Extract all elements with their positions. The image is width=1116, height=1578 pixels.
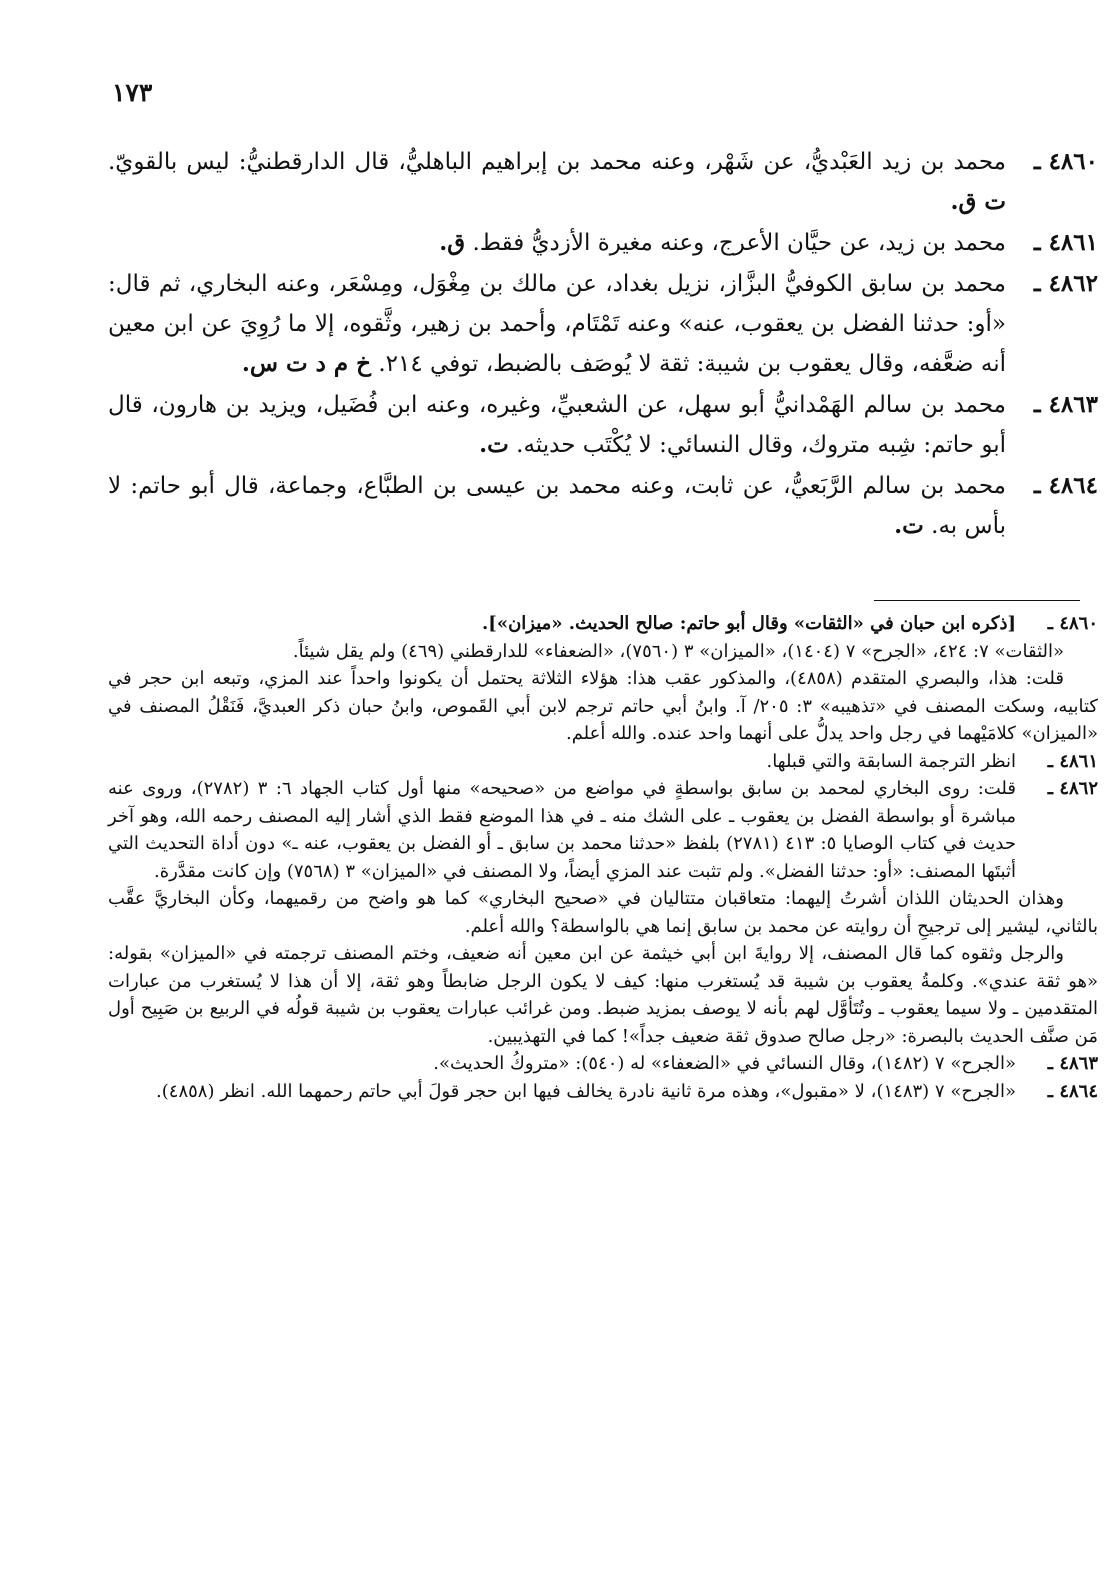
book-symbols: ق. (439, 229, 466, 256)
entry-number: ٤٨٦٣ ـ (1033, 391, 1098, 418)
book-symbols: ت. (894, 512, 924, 539)
entry-number: ٤٨٦٢ ـ (1033, 270, 1098, 297)
note-4862-para-1: وهذان الحديثان اللذان أشرتُ إليهما: متعاقبان متتاليان في «صحيح البخاري» كما هو واضح من رقميهما، وكأن البخاريَّ عقَّب بالثاني، ليشير إلى ترجيحِ أن روايته عن محمد بن سابق إنما هي بالواسطة؟ والله أعلم. (108, 888, 1098, 937)
note-4862 (108, 775, 1098, 885)
note-4860 (108, 610, 1098, 638)
note-bold-text: [ذكره ابن حبان في «الثقات» وقال أبو حاتم: صالح الحديث. «ميزان»]. (482, 613, 1016, 634)
entry-4863 (108, 385, 1098, 465)
entry-4864 (108, 466, 1098, 546)
note-text: «الجرح» ٧ (١٤٨٢)، وقال النسائي في «الضعفاء» له (٥٤٠): «متروكُ الحديث». (433, 1053, 1016, 1074)
entry-text: محمد بن سالم الهَمْدانيُّ أبو سهل، عن الشعبيِّ، وغيره، وعنه ابن فُضَيل، ويزيد بن هارون، قال أبو حاتم: شِبه متروك، وقال النسائي: لا يُكْتَب حديثه. (108, 392, 1006, 458)
entry-number: ٤٨٦٤ ـ (1033, 472, 1098, 499)
note-4860-para: قلت: هذا، والبصري المتقدم (٤٨٥٨)، والمذكور عقب هذا: هؤلاء الثلاثة يحتمل أن يكونوا واحداً عند المزي، وتبعه ابن حجر في كتابيه، وسكت المصنف في «تذهيبه» ٣: ٢٠٥/ آ. وابنُ أبي حاتم ترجم لابن أبي القَموص، وابنُ حبان ذكر العبديَّ، فَنَقْلُ المصنف في «الميزان» كلامَيْهما في رجل واحد يدلُّ على أنهما واحد عنده. والله أعلم. (108, 668, 1098, 744)
book-symbols: ت. (479, 431, 509, 458)
note-number: ٤٨٦٤ ـ (1047, 1080, 1098, 1102)
entry-text: محمد بن زيد العَبْديُّ، عن شَهْر، وعنه محمد بن إبراهيم الباهليُّ، قال الدارقطنيُّ: ليس بالقويّ. (108, 149, 1006, 175)
entry-4862 (108, 264, 1098, 384)
note-4864 (108, 1078, 1098, 1106)
entry-number: ٤٨٦١ ـ (1033, 229, 1098, 256)
entry-4860 (108, 142, 1098, 222)
entry-text: محمد بن سالم الرَّبَعيُّ، عن ثابت، وعنه محمد بن عيسى بن الطبَّاع، وجماعة، قال أبو حاتم: لا بأس به. (108, 473, 1006, 539)
entry-number: ٤٨٦٠ ـ (1033, 148, 1098, 175)
note-4862-para-2: والرجل وثقوه كما قال المصنف، إلا روايةَ ابن أبي خيثمة عن ابن معين أنه ضعيف، وختم المصنف ترجمته في «الميزان» بقوله: «هو ثقة عندي». وكلمةُ يعقوب بن شيبة قد يُستغرب منها: كيف لا يكون الرجل ضابطاً وهو ثقة، إلا أن هذا لا يُستغرب من عبارات المتقدمين ـ ولا سيما يعقوب ـ وتُتَأوَّل لهم بأنه لا يوصف بمزيد ضبط. ومن غرائب عبارات يعقوب بن شيبة قولُه في الربيع بن صَبِيح أول مَن صنَّف الحديث بالبصرة: «رجل صالح صدوق ثقة ضعيف جداً»! كما في التهذيبين. (108, 943, 1098, 1047)
entry-4861 (108, 223, 1098, 263)
note-text: قلت: روى البخاري لمحمد بن سابق بواسطةٍ في مواضع من «صحيحه» منها أول كتاب الجهاد ٦: ٣ (٢٧٨٢)، وروى عنه مباشرة أو بواسطة الفضل بن يعقوب ـ على الشك منه ـ في هذا الموضع فقط الذي أشار إليه المصنف رحمه الله، وهو آخر حديث في كتاب الوصايا ٥: ٤١٣ (٢٧٨١) بلفظ «حدثنا محمد بن سابق ـ أو الفضل بن يعقوب، عنه ـ» دون أداة التحديث التي أثبتَها المصنف: «أو: حدثنا الفضل». ولم تثبت عند المزي أيضاً، ولا المصنف في «الميزان» ٣ (٧٥٦٨) وإن كانت مقدَّرة. (108, 778, 1016, 882)
note-number: ٤٨٦١ ـ (1047, 750, 1098, 772)
footnote-divider (874, 600, 1080, 601)
note-number: ٤٨٦٣ ـ (1047, 1053, 1098, 1074)
note-number: ٤٨٦٢ ـ (1047, 778, 1098, 799)
note-4860-refs: «الثقات» ٧: ٤٢٤، «الجرح» ٧ (١٤٠٤)، «الميزان» ٣ (٧٥٦٠)، «الضعفاء» للدارقطني (٤٦٩) ولم يقل شيئاً. (292, 640, 1064, 662)
page-number: ١٧٣ (112, 78, 153, 107)
footnotes (108, 610, 1098, 1105)
note-4861 (108, 748, 1098, 776)
note-number: ٤٨٦٠ ـ (1047, 613, 1098, 634)
note-text: «الجرح» ٧ (١٤٨٣)، لا «مقبول»، وهذه مرة ثانية نادرة يخالف فيها ابن حجر قولَ أبي حاتم رحمهما الله. انظر (٤٨٥٨). (156, 1080, 1016, 1102)
entry-text: محمد بن سابق الكوفيُّ البزَّاز، نزيل بغداد، عن مالك بن مِغْوَل، ومِسْعَر، وعنه البخاري، ثم قال: «أو: حدثنا الفضل بن يعقوب، عنه» وعنه تَمْتَام، وأحمد بن زهير، وثَّقوه، إلا ما رُوِيَ عن ابن معين أنه ضعَّفه، وقال يعقوب بن شيبة: ثقة لا يُوصَف بالضبط، توفي ٢١٤. (108, 271, 1006, 377)
note-text: انظر الترجمة السابقة والتي قبلها. (766, 750, 1016, 772)
note-4863 (108, 1050, 1098, 1078)
main-text (108, 142, 1098, 547)
book-symbols: خ م د ت س. (241, 350, 371, 377)
book-symbols: ت ق. (950, 188, 1006, 215)
entry-text: محمد بن زيد، عن حيَّان الأعرج، وعنه مغيرة الأزديُّ فقط. (472, 230, 1006, 256)
